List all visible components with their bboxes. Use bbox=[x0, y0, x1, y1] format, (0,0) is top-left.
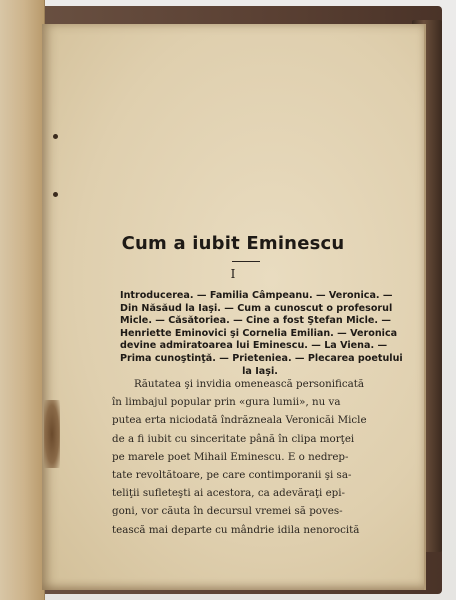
binding-hole bbox=[53, 134, 58, 139]
body-paragraph bbox=[112, 375, 412, 539]
body-line: pe marele poet Mihail Eminescu. E o nedrep- bbox=[112, 450, 349, 463]
body-line: goni, vor căuta în decursul vremei să poves- bbox=[112, 505, 343, 518]
title-divider bbox=[232, 261, 260, 262]
summary-line: Introducerea. — Familia Câmpeanu. — Veronica. — bbox=[120, 290, 393, 301]
body-line: Răutatea şi invidia omenească personificată bbox=[134, 378, 365, 390]
body-line: tate revoltătoare, pe care contimporanii şi sa- bbox=[112, 469, 352, 482]
body-line: tească mai departe cu mândrie idila nenorocită bbox=[112, 523, 360, 536]
body-line: de a fi iubit cu sinceritate până în clipa morţei bbox=[112, 432, 355, 445]
summary-line: la Iaşi. bbox=[242, 365, 278, 377]
chapter-summary bbox=[120, 290, 403, 378]
body-line: în limbajul popular prin «gura lumii», nu va bbox=[112, 396, 341, 409]
chapter-number: I bbox=[230, 267, 236, 281]
page-stain bbox=[44, 400, 60, 468]
left-page-curl bbox=[0, 0, 45, 600]
chapter-title: Cum a iubit Eminescu bbox=[121, 233, 345, 254]
summary-line: Henriette Eminovici şi Cornelia Emilian. — Veronica bbox=[120, 327, 398, 339]
summary-line: devine admiratoarea lui Eminescu. — La Viena. — bbox=[120, 340, 388, 352]
body-line: putea erta niciodată îndrăzneala Veronicăi Micle bbox=[112, 414, 367, 427]
summary-line: Prima cunoştinţă. — Prieteniea. — Plecarea poetului bbox=[120, 352, 403, 364]
summary-line: Micle. — Căsătoriea. — Cine a fost Ştefan Micle. — bbox=[120, 315, 391, 327]
binding-hole bbox=[53, 192, 58, 197]
body-line: teliţii sufleteşti ai acestora, ca adevăraţi epi- bbox=[112, 487, 346, 500]
summary-line: Din Năsăud la Iaşi. — Cum a cunoscut o profesorul bbox=[120, 302, 393, 314]
